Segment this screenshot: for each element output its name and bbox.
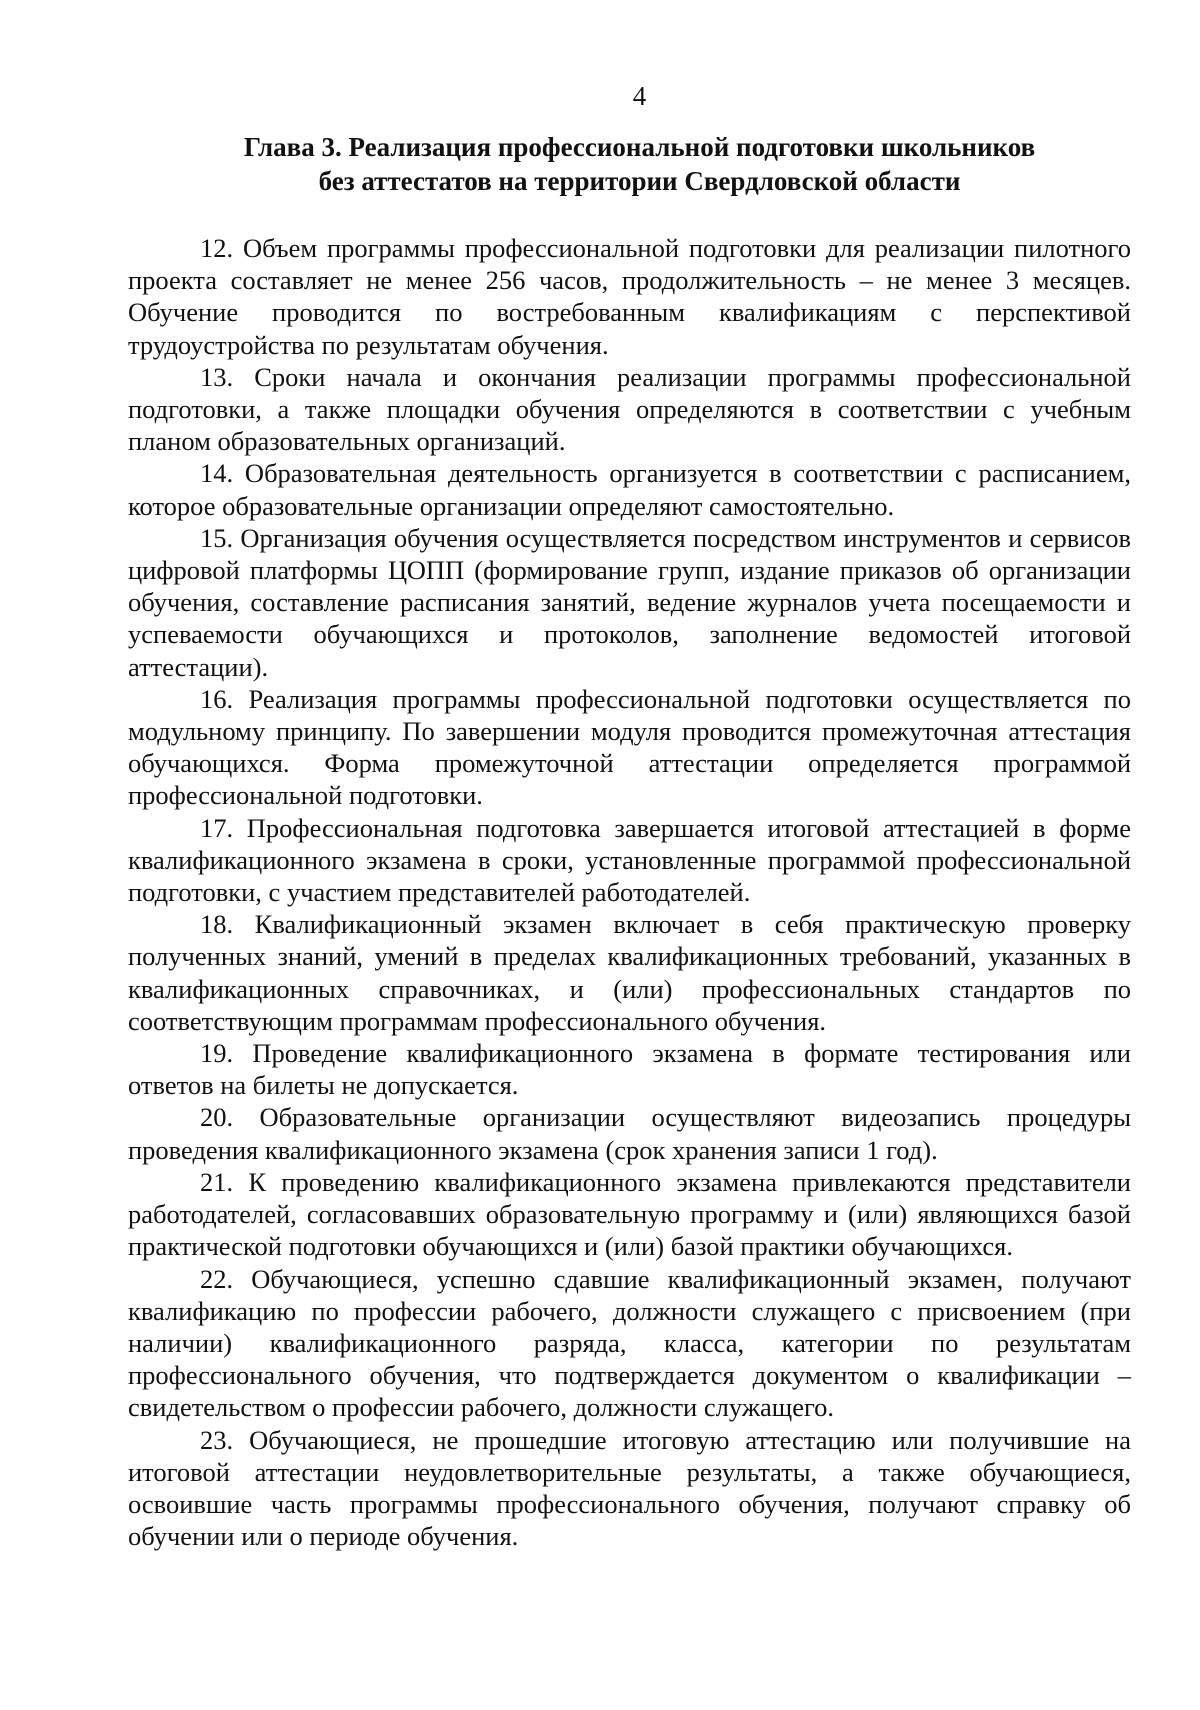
paragraph-15: 15. Организация обучения осуществляется посредством инструментов и сервисов цифровой платформы ЦОПП (формирование групп, издание приказов об организации обучения, составление расписания занятий, ведение журналов учета посещаемости и успеваемости обучающихся и протоколов, заполнение ведомостей итоговой аттестации). — [128, 522, 1131, 682]
chapter-title-line-1: Глава 3. Реализация профессиональной подготовки школьников — [243, 132, 1036, 162]
document-page — [128, 80, 1131, 1552]
paragraph-20: 20. Образовательные организации осуществляют видеозапись процедуры проведения квалификационного экзамена (срок хранения записи 1 год). — [128, 1102, 1131, 1165]
paragraph-21: 21. К проведению квалификационного экзамена привлекаются представители работодателей, согласовавших образовательную программу и (или) являющихся базой практической подготовки обучающихся и (или) базой практики обучающихся. — [128, 1166, 1131, 1262]
paragraph-23: 23. Обучающиеся, не прошедшие итоговую аттестацию или получившие на итоговой аттестации неудовлетворительные результаты, а также обучающиеся, освоившие часть программы профессионального обучения, получают справку об обучении или о периоде обучения. — [128, 1424, 1131, 1552]
paragraph-19: 19. Проведение квалификационного экзамена в формате тестирования или ответов на билеты не допускается. — [128, 1038, 1131, 1101]
chapter-title-line-2: без аттестатов на территории Свердловской области — [318, 166, 961, 196]
paragraph-17: 17. Профессиональная подготовка завершается итоговой аттестацией в форме квалификационного экзамена в сроки, установленные программой профессиональной подготовки, с участием представителей работодателей. — [128, 812, 1131, 908]
paragraph-13: 13. Сроки начала и окончания реализации программы профессиональной подготовки, а также площадки обучения определяются в соответствии с учебным планом образовательных организаций. — [128, 361, 1131, 457]
paragraph-12: 12. Объем программы профессиональной подготовки для реализации пилотного проекта составляет не менее 256 часов, продолжительность – не менее 3 месяцев. Обучение проводится по востребованным квалификациям с перспективой трудоустройства по результатам обучения. — [128, 233, 1131, 360]
paragraph-18: 18. Квалификационный экзамен включает в себя практическую проверку полученных знаний, умений в пределах квалификационных требований, указанных в квалификационных справочниках, и (или) профессиональных стандартов по соответствующим программам профессионального обучения. — [128, 909, 1131, 1036]
page-number: 4 — [632, 81, 647, 111]
paragraph-16: 16. Реализация программы профессиональной подготовки осуществляется по модульному принципу. По завершении модуля проводится промежуточная аттестация обучающихся. Форма промежуточной аттестации определяется программой профессиональной подготовки. — [128, 683, 1131, 811]
chapter-title — [128, 130, 1131, 198]
paragraph-14: 14. Образовательная деятельность организуется в соответствии с расписанием, которое образовательные организации определяют самостоятельно. — [128, 458, 1131, 521]
chapter-body — [128, 232, 1131, 1552]
paragraph-22: 22. Обучающиеся, успешно сдавшие квалификационный экзамен, получают квалификацию по профессии рабочего, должности служащего с присвоением (при наличии) квалификационного разряда, класса, категории по результатам профессионального обучения, что подтверждается документом о квалификации – свидетельством о профессии рабочего, должности служащего. — [128, 1263, 1131, 1423]
